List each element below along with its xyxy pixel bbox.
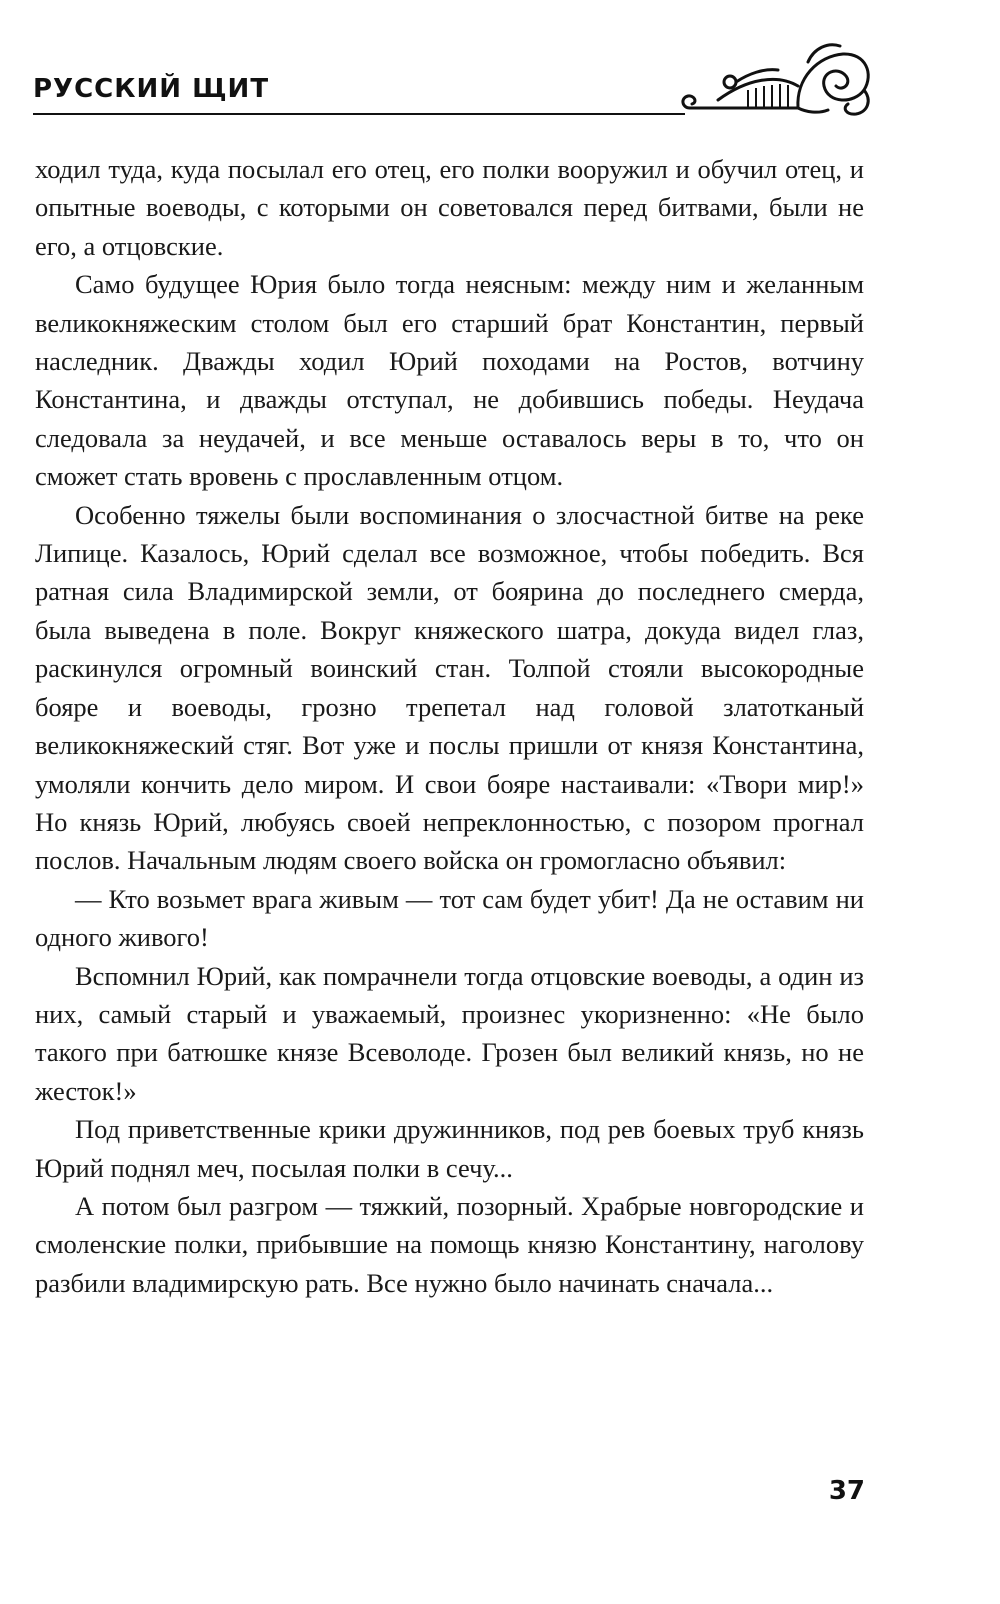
paragraph: Само будущее Юрия было тогда неясным: между ним и желанным великокняжеским столом был его старший брат Константин, первый наследник. Дважды ходил Юрий походами на Ростов, вотчину Константина, и дважды отступал, не добившись победы. Неудача следовала за неудачей, и все меньше оставалось веры в то, что он сможет стать вровень с прославленным отцом. [35, 269, 864, 492]
page-number: 37 [828, 1476, 865, 1506]
running-title: РУССКИЙ ЩИТ [33, 74, 270, 104]
paragraph: — Кто возьмет врага живым — тот сам будет убит! Да не оставим ни одного живого! [35, 883, 864, 953]
paragraph: А потом был разгром — тяжкий, позорный. Храбрые новгородские и смоленские полки, прибывшие на помощь князю Константину, наголову разбили владимирскую рать. Все нужно было начинать сначала... [35, 1190, 864, 1298]
paragraph: Вспомнил Юрий, как помрачнели тогда отцовские воеводы, а один из них, самый старый и уважаемый, произнес укоризненно: «Не было такого при батюшке князе Всеволоде. Грозен был великий князь, но не жесток!» [35, 960, 864, 1106]
paragraph: Особенно тяжелы были воспоминания о злосчастной битве на реке Липице. Казалось, Юрий сделал все возможное, чтобы победить. Вся ратная сила Владимирской земли, от боярина до последнего смерда, была выведена в поле. Вокруг княжеского шатра, докуда видел глаз, раскинулся огромный воинский стан. Толпой стояли высокородные бояре и воеводы, грозно трепетал над головой златотканый великокняжеский стяг. Вот уже и послы пришли от князя Константина, умоляли кончить дело миром. И свои бояре настаивали: «Твори мир!» Но князь Юрий, любуясь своей непреклонностью, с позором прогнал послов. Начальным людям своего войска он громогласно объявил: [35, 499, 864, 876]
paragraph: Под приветственные крики дружинников, под рев боевых труб князь Юрий поднял меч, посылая полки в сечу... [35, 1114, 864, 1183]
scroll-ornament-icon [678, 38, 878, 118]
body-text [35, 150, 864, 1302]
paragraph: ходил туда, куда посылал его отец, его полки вооружил и обучил отец, и опытные воеводы, с которыми он советовался перед битвами, были не его, а отцовские. [35, 154, 864, 261]
page-header [33, 38, 873, 118]
header-rule [33, 113, 685, 115]
